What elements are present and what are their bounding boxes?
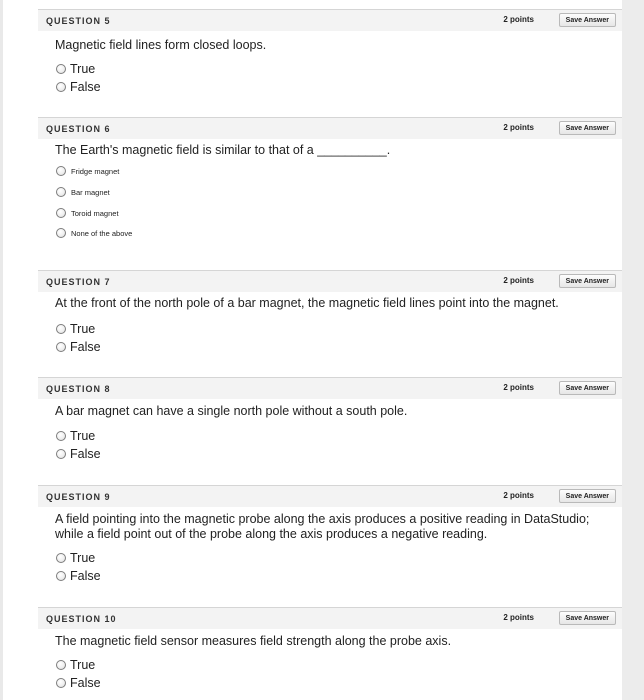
question-points: 2 points xyxy=(503,383,534,392)
option-label: False xyxy=(70,569,101,583)
option-label: False xyxy=(70,676,101,690)
option-false[interactable] xyxy=(56,676,101,690)
radio-button[interactable] xyxy=(56,208,66,218)
radio-button[interactable] xyxy=(56,187,66,197)
question-7 xyxy=(38,270,622,354)
option-label: True xyxy=(70,551,96,565)
option-fridge-magnet[interactable] xyxy=(56,166,119,176)
radio-button[interactable] xyxy=(56,228,66,238)
option-false[interactable] xyxy=(56,80,101,94)
question-header xyxy=(38,117,622,139)
question-text: The magnetic field sensor measures field strength along the probe axis. xyxy=(55,634,452,648)
radio-button[interactable] xyxy=(56,342,66,352)
option-label: True xyxy=(70,322,96,336)
option-label: False xyxy=(70,340,101,354)
radio-button[interactable] xyxy=(56,166,66,176)
option-false[interactable] xyxy=(56,447,101,461)
radio-button[interactable] xyxy=(56,431,66,441)
option-label: False xyxy=(70,447,101,461)
question-9 xyxy=(38,485,622,583)
question-points: 2 points xyxy=(503,491,534,500)
question-title: QUESTION 6 xyxy=(46,124,111,134)
radio-button[interactable] xyxy=(56,571,66,581)
option-true[interactable] xyxy=(56,62,95,76)
question-header xyxy=(38,270,622,292)
radio-button[interactable] xyxy=(56,64,66,74)
question-10 xyxy=(38,607,622,690)
question-text: A field pointing into the magnetic probe along the axis produces a positive reading in DataStudio; while a field point out of the probe along the axis produces a negative reading. xyxy=(55,512,590,541)
question-header xyxy=(38,607,622,629)
option-label: False xyxy=(70,80,101,94)
right-border xyxy=(622,0,644,700)
question-title: QUESTION 5 xyxy=(46,16,111,26)
question-points: 2 points xyxy=(503,123,534,132)
question-5 xyxy=(38,9,622,94)
radio-button[interactable] xyxy=(56,678,66,688)
option-true[interactable] xyxy=(56,658,95,672)
option-label: None of the above xyxy=(71,228,133,238)
question-header xyxy=(38,9,622,31)
save-answer-button[interactable]: Save Answer xyxy=(559,611,616,625)
question-points: 2 points xyxy=(503,276,534,285)
option-label: True xyxy=(70,658,96,672)
option-label: Toroid magnet xyxy=(71,208,119,218)
question-title: QUESTION 8 xyxy=(46,384,111,394)
question-points: 2 points xyxy=(503,613,534,622)
option-label: True xyxy=(70,429,96,443)
save-answer-button[interactable]: Save Answer xyxy=(559,121,616,135)
save-answer-button[interactable]: Save Answer xyxy=(559,274,616,288)
save-answer-button[interactable]: Save Answer xyxy=(559,13,616,27)
option-false[interactable] xyxy=(56,569,101,583)
option-true[interactable] xyxy=(56,322,95,336)
question-title: QUESTION 9 xyxy=(46,492,111,502)
option-toroid-magnet[interactable] xyxy=(56,208,119,218)
save-answer-button[interactable]: Save Answer xyxy=(559,489,616,503)
option-none-of-the-above[interactable] xyxy=(56,228,132,238)
option-true[interactable] xyxy=(56,429,95,443)
save-answer-button[interactable]: Save Answer xyxy=(559,381,616,395)
question-points: 2 points xyxy=(503,15,534,24)
option-label: Fridge magnet xyxy=(71,166,120,176)
question-title: QUESTION 7 xyxy=(46,277,111,287)
question-8 xyxy=(38,377,622,461)
option-bar-magnet[interactable] xyxy=(56,187,110,197)
radio-button[interactable] xyxy=(56,82,66,92)
question-text: A bar magnet can have a single north pole without a south pole. xyxy=(55,404,408,418)
radio-button[interactable] xyxy=(56,324,66,334)
question-title: QUESTION 10 xyxy=(46,614,117,624)
option-false[interactable] xyxy=(56,340,101,354)
question-6 xyxy=(38,117,622,238)
question-text: At the front of the north pole of a bar magnet, the magnetic field lines point into the magnet. xyxy=(55,296,559,310)
option-label: Bar magnet xyxy=(71,187,110,197)
option-label: True xyxy=(70,62,96,76)
left-border xyxy=(0,0,3,700)
option-true[interactable] xyxy=(56,551,95,565)
radio-button[interactable] xyxy=(56,449,66,459)
radio-button[interactable] xyxy=(56,553,66,563)
radio-button[interactable] xyxy=(56,660,66,670)
question-text: Magnetic field lines form closed loops. xyxy=(55,38,267,52)
question-header xyxy=(38,485,622,507)
question-text: The Earth's magnetic field is similar to that of a __________. xyxy=(55,143,391,157)
question-header xyxy=(38,377,622,399)
